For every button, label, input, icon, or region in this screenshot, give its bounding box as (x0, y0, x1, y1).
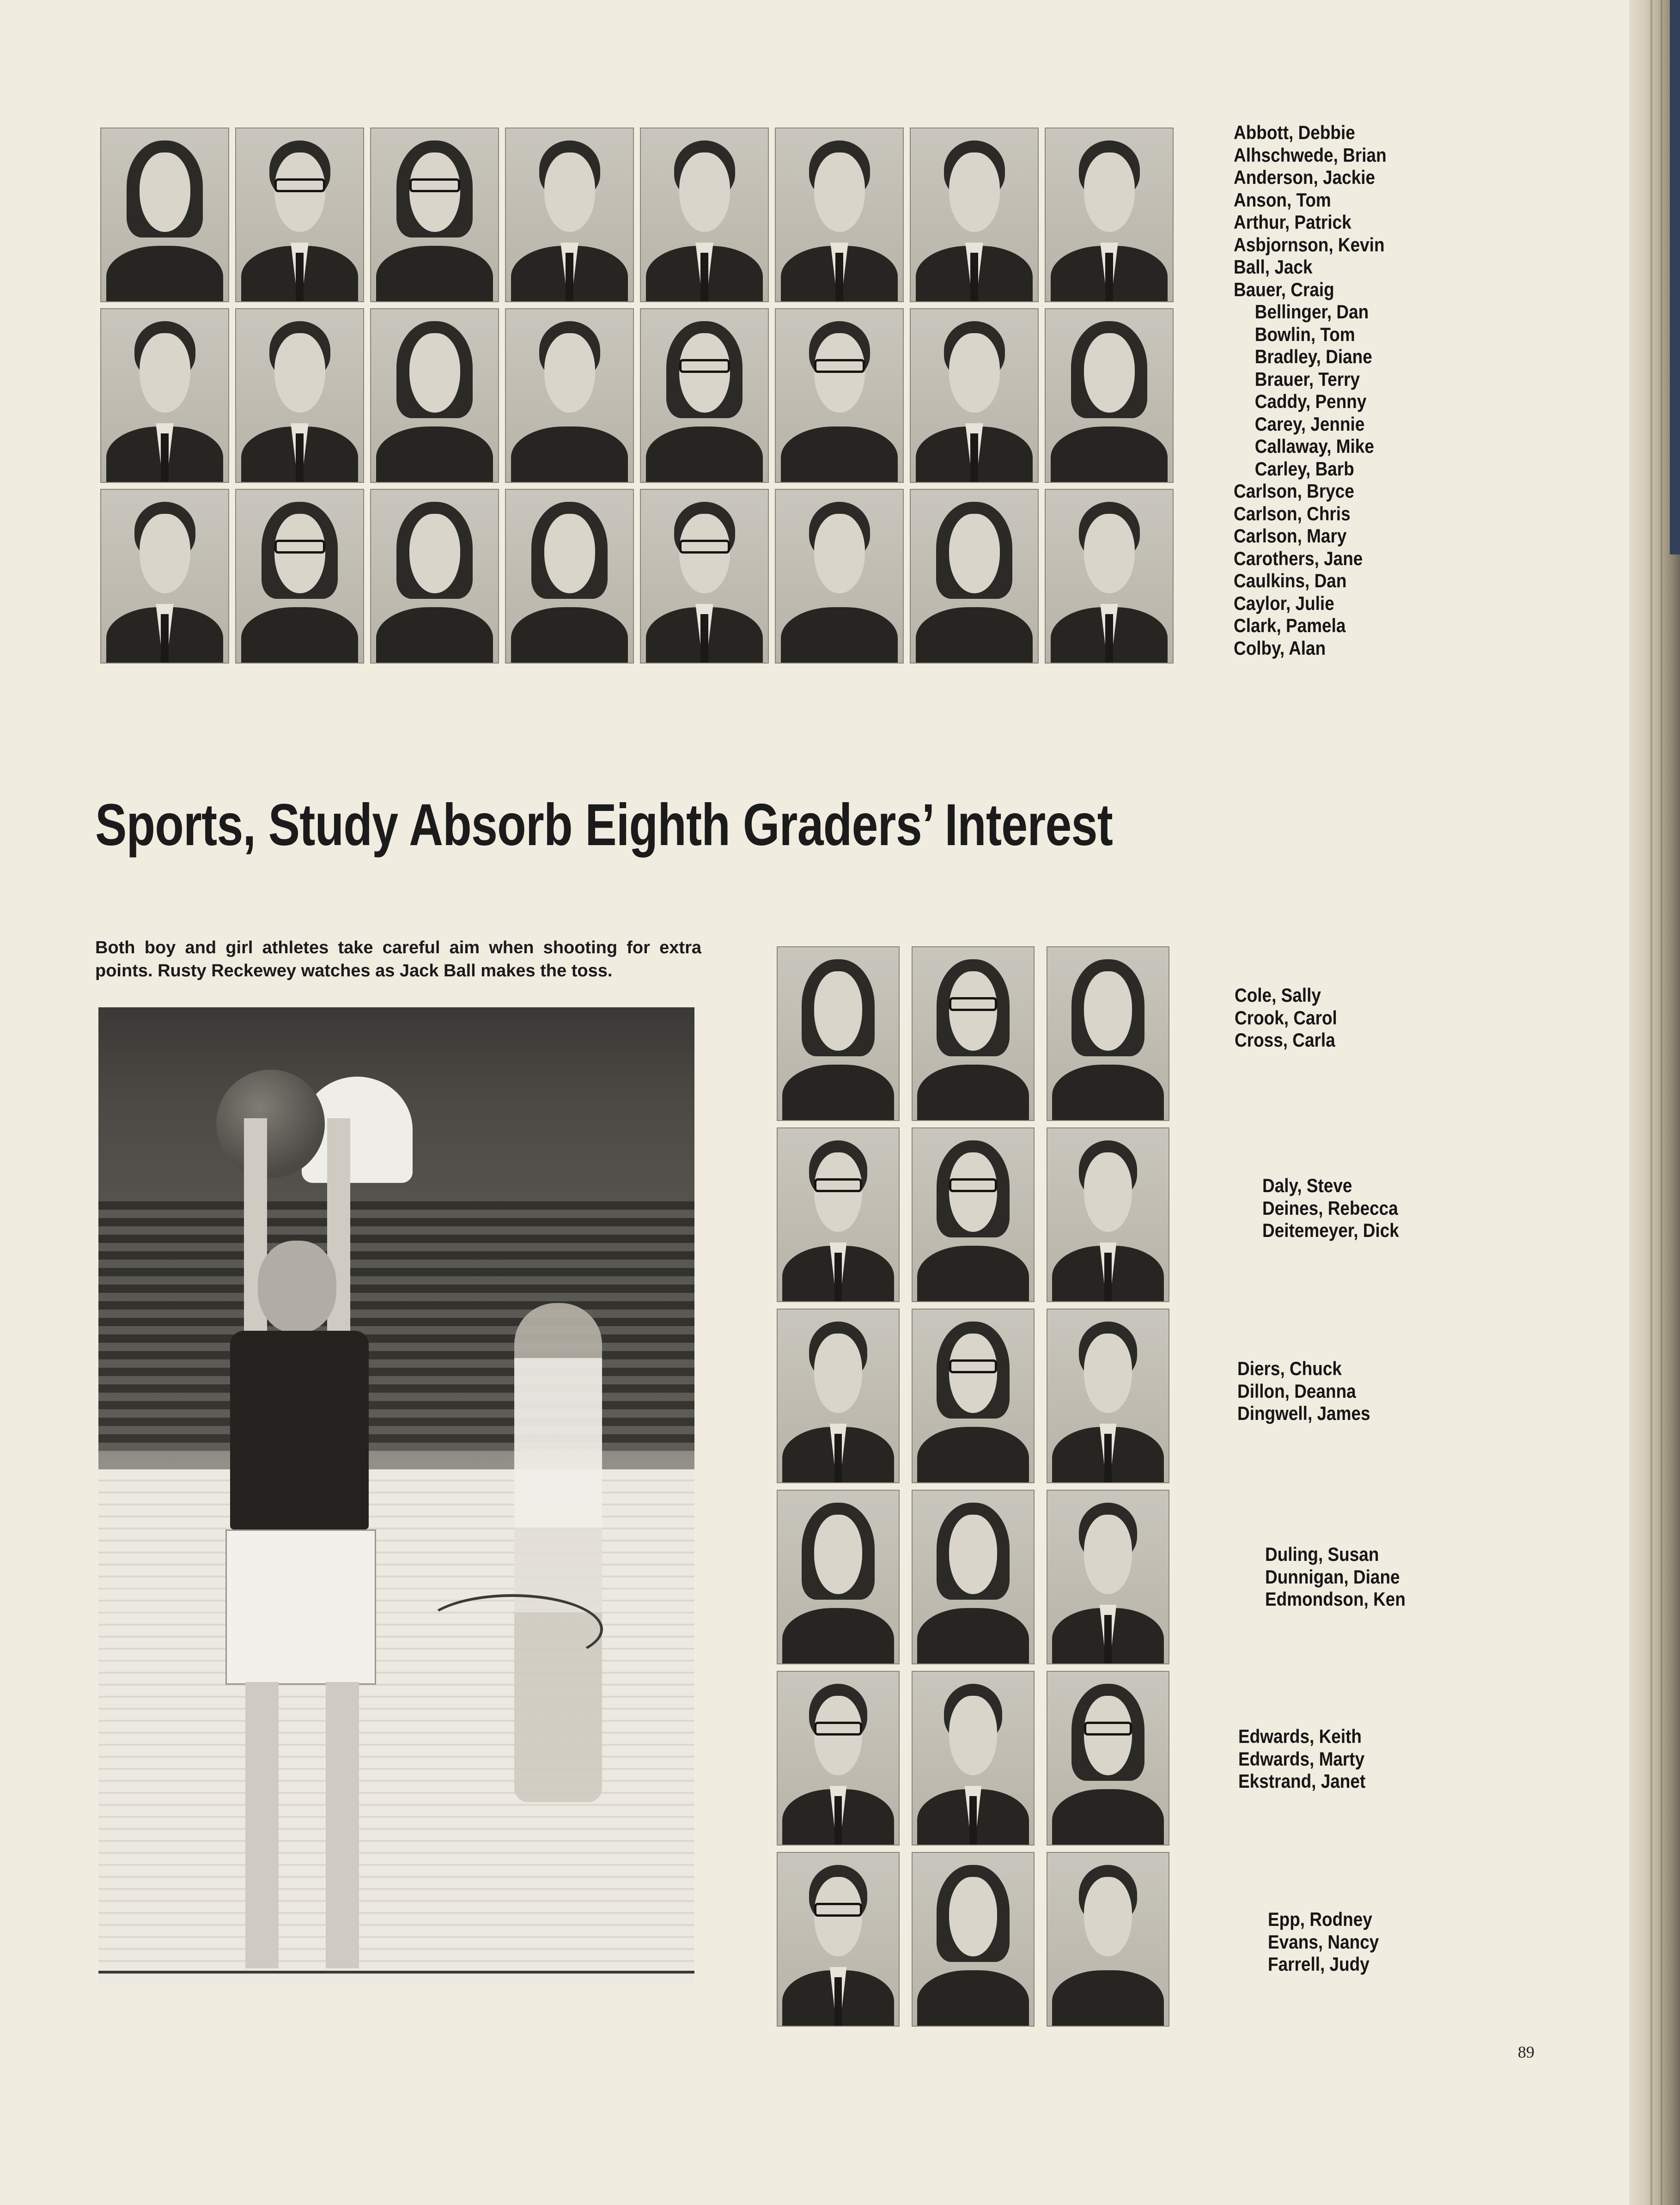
roster-name: Dillon, Deanna (1237, 1380, 1356, 1402)
roster-name: Brauer, Terry (1254, 368, 1360, 390)
portrait-body (106, 246, 223, 302)
roster-name: Deines, Rebecca (1262, 1197, 1398, 1219)
roster-name: Carlson, Mary (1234, 525, 1347, 547)
student-portrait (912, 1852, 1035, 2027)
portrait-tie (1105, 614, 1113, 663)
student-portrait (370, 489, 499, 664)
portrait-face (274, 333, 325, 413)
portrait-glasses (274, 540, 325, 554)
portrait-tie (700, 614, 708, 663)
portrait-face (274, 152, 325, 232)
portrait-glasses (679, 359, 730, 373)
student-portrait (777, 1490, 900, 1664)
roster-name: Carley, Barb (1254, 457, 1354, 480)
student-portrait (1045, 128, 1174, 302)
roster-name: Edwards, Keith (1238, 1725, 1362, 1747)
portrait-face (544, 152, 595, 232)
portrait-face (544, 514, 595, 593)
shooter-legs (237, 1682, 376, 1968)
portrait-tie (834, 1253, 842, 1301)
roster-name: Ekstrand, Janet (1238, 1770, 1366, 1792)
roster-name: Epp, Rodney (1268, 1908, 1372, 1930)
portrait-face (814, 333, 865, 413)
student-portrait (775, 128, 904, 302)
roster-name: Bowlin, Tom (1254, 323, 1355, 345)
portrait-body (917, 1246, 1029, 1302)
portrait-glasses (949, 1178, 998, 1192)
portrait-face (949, 1334, 998, 1413)
student-portrait (777, 1309, 900, 1483)
portrait-tie (834, 1434, 842, 1482)
portrait-face (544, 333, 595, 413)
student-portrait (100, 489, 229, 664)
portrait-body (781, 426, 898, 483)
student-portrait (235, 489, 364, 664)
portrait-tie (161, 433, 169, 482)
roster-group (1237, 1358, 1370, 1425)
portrait-face (1084, 1152, 1132, 1232)
portrait-face (1084, 1877, 1132, 1956)
roster-name: Evans, Nancy (1268, 1931, 1379, 1953)
student-portrait (777, 1671, 900, 1846)
portrait-tie (566, 253, 573, 301)
portrait-body (782, 1065, 894, 1121)
portrait-face (814, 152, 865, 232)
roster-name: Daly, Steve (1262, 1175, 1352, 1196)
portrait-glasses (274, 178, 325, 192)
portrait-face (814, 1515, 863, 1594)
roster-group (1265, 1543, 1406, 1611)
roster-name: Abbott, Debbie (1234, 122, 1355, 143)
portrait-body (376, 607, 493, 664)
portrait-face (949, 152, 1000, 232)
student-portrait (370, 308, 499, 483)
roster-name: Arthur, Patrick (1234, 211, 1351, 233)
portrait-face (814, 1696, 863, 1775)
portrait-face (1084, 1515, 1132, 1594)
portrait-glasses (949, 1359, 998, 1373)
roster-name: Farrell, Judy (1268, 1953, 1370, 1975)
portrait-face (409, 333, 460, 413)
portrait-face (140, 514, 190, 593)
portrait-tie (161, 614, 169, 663)
student-portrait (1047, 1309, 1169, 1483)
roster-name: Cole, Sally (1235, 984, 1321, 1006)
roster-name: Asbjornson, Kevin (1234, 233, 1385, 256)
portrait-face (679, 152, 730, 232)
portrait-face (409, 514, 460, 593)
student-portrait (640, 128, 769, 302)
student-portrait (1047, 1671, 1169, 1846)
top-roster-names (1234, 122, 1387, 659)
student-portrait (910, 308, 1039, 483)
portrait-body (241, 607, 358, 664)
portrait-body (1052, 1789, 1163, 1846)
portrait-tie (296, 253, 304, 301)
portrait-face (814, 971, 863, 1051)
portrait-face (814, 1152, 863, 1232)
roster-name: Edwards, Marty (1238, 1748, 1365, 1770)
portrait-glasses (1084, 1722, 1132, 1736)
roster-name: Duling, Susan (1265, 1543, 1379, 1565)
portrait-body (917, 1065, 1029, 1121)
basketball-action-photo (98, 1007, 694, 1983)
roster-name: Bellinger, Dan (1254, 301, 1369, 323)
portrait-body (917, 1608, 1029, 1664)
student-portrait (640, 308, 769, 483)
portrait-face (949, 1696, 998, 1775)
student-portrait (1047, 1490, 1169, 1664)
portrait-body (646, 426, 763, 483)
portrait-tie (296, 433, 304, 482)
roster-name: Carlson, Bryce (1234, 480, 1354, 502)
roster-name: Bradley, Diane (1254, 346, 1372, 367)
portrait-tie (1105, 253, 1113, 301)
student-portrait (1047, 946, 1169, 1121)
student-portrait (640, 489, 769, 664)
portrait-face (409, 152, 460, 232)
portrait-body (917, 1970, 1029, 2027)
portrait-face (814, 1877, 863, 1956)
roster-name: Anson, Tom (1234, 189, 1331, 211)
student-portrait (100, 128, 229, 302)
roster-name: Carey, Jennie (1254, 413, 1365, 435)
student-portrait (505, 308, 634, 483)
portrait-tie (970, 253, 978, 301)
student-portrait (912, 946, 1035, 1121)
roster-name: Caulkins, Dan (1234, 570, 1347, 591)
portrait-tie (970, 433, 978, 482)
portrait-glasses (814, 1178, 863, 1192)
portrait-body (1051, 426, 1168, 483)
roster-name: Carlson, Chris (1234, 502, 1351, 524)
portrait-face (1084, 1696, 1132, 1775)
student-portrait (910, 128, 1039, 302)
portrait-face (949, 1515, 998, 1594)
portrait-glasses (679, 540, 730, 554)
student-portrait (777, 946, 900, 1121)
student-portrait (1047, 1852, 1169, 2027)
roster-name: Alhschwede, Brian (1234, 144, 1387, 166)
shooter-shorts (225, 1529, 376, 1685)
portrait-face (949, 971, 998, 1051)
portrait-body (1052, 1065, 1163, 1121)
student-portrait (775, 308, 904, 483)
student-portrait (370, 128, 499, 302)
court-arc (422, 1594, 603, 1664)
student-portrait (1045, 489, 1174, 664)
roster-name: Edmondson, Ken (1265, 1588, 1406, 1610)
roster-name: Callaway, Mike (1254, 435, 1374, 457)
portrait-body (781, 607, 898, 664)
bleachers (98, 1201, 694, 1451)
portrait-face (814, 514, 865, 593)
roster-group (1262, 1175, 1399, 1242)
portrait-body (376, 426, 493, 483)
shooter-head (258, 1241, 336, 1333)
roster-name: Crook, Carol (1235, 1006, 1337, 1029)
student-portrait (1047, 1127, 1169, 1302)
student-portrait (100, 308, 229, 483)
portrait-tie (834, 1977, 842, 2026)
portrait-tie (700, 253, 708, 301)
portrait-face (814, 1334, 863, 1413)
page-headline: Sports, Study Absorb Eighth Graders’ Interest (95, 792, 1113, 858)
portrait-tie (969, 1796, 977, 1845)
roster-name: Cross, Carla (1235, 1029, 1335, 1051)
portrait-tie (1104, 1434, 1112, 1482)
portrait-glasses (814, 1722, 863, 1736)
portrait-face (1084, 514, 1135, 593)
student-portrait (912, 1127, 1035, 1302)
roster-name: Ball, Jack (1234, 256, 1313, 278)
portrait-face (949, 1152, 998, 1232)
roster-name: Deitemeyer, Dick (1262, 1219, 1399, 1241)
portrait-body (376, 246, 493, 302)
portrait-tie (1104, 1615, 1112, 1663)
student-portrait (505, 128, 634, 302)
portrait-face (949, 333, 1000, 413)
spine-edge-line (1661, 0, 1662, 2205)
student-portrait (775, 489, 904, 664)
portrait-glasses (814, 1903, 863, 1917)
portrait-face (1084, 152, 1135, 232)
student-portrait (235, 308, 364, 483)
watching-player (514, 1303, 602, 1802)
spine-cover-edge (1670, 0, 1680, 554)
roster-name: Colby, Alan (1234, 637, 1326, 659)
portrait-face (1084, 971, 1132, 1051)
roster-name: Diers, Chuck (1237, 1358, 1342, 1379)
gym-floor (98, 1469, 694, 1983)
portrait-tie (1104, 1253, 1112, 1301)
portrait-face (679, 333, 730, 413)
page-number: 89 (1518, 2043, 1534, 2061)
portrait-face (140, 333, 190, 413)
portrait-body (917, 1427, 1029, 1483)
portrait-glasses (814, 359, 865, 373)
portrait-tie (835, 253, 843, 301)
roster-name: Bauer, Craig (1234, 278, 1334, 300)
portrait-body (782, 1608, 894, 1664)
portrait-body (511, 607, 628, 664)
student-portrait (777, 1127, 900, 1302)
portrait-face (274, 514, 325, 593)
portrait-body (1052, 1970, 1163, 2027)
portrait-body (916, 607, 1033, 664)
roster-name: Dingwell, James (1237, 1402, 1370, 1424)
student-portrait (912, 1309, 1035, 1483)
student-portrait (912, 1490, 1035, 1664)
portrait-glasses (409, 178, 460, 192)
roster-name: Caylor, Julie (1234, 592, 1334, 614)
roster-name: Caddy, Penny (1254, 390, 1367, 412)
portrait-face (1084, 1334, 1132, 1413)
spine-edge-line (1650, 0, 1652, 2205)
portrait-face (1084, 333, 1135, 413)
roster-group (1235, 984, 1337, 1052)
portrait-tie (834, 1796, 842, 1845)
portrait-glasses (949, 997, 998, 1011)
student-portrait (777, 1852, 900, 2027)
portrait-face (140, 152, 190, 232)
portrait-face (679, 514, 730, 593)
student-portrait (1045, 308, 1174, 483)
student-portrait (912, 1671, 1035, 1846)
shooter-shirt (230, 1331, 369, 1529)
court-line (98, 1971, 694, 1974)
photo-caption: Both boy and girl athletes take careful aim when shooting for extra points. Rusty Reckewey watches as Jack Ball makes the toss. (95, 938, 701, 981)
student-portrait (910, 489, 1039, 664)
portrait-face (949, 1877, 998, 1956)
roster-name: Clark, Pamela (1234, 615, 1346, 636)
portrait-face (949, 514, 1000, 593)
roster-name: Anderson, Jackie (1234, 166, 1376, 188)
roster-name: Carothers, Jane (1234, 547, 1363, 569)
roster-name: Dunnigan, Diane (1265, 1565, 1400, 1588)
roster-group (1238, 1725, 1365, 1793)
student-portrait (235, 128, 364, 302)
roster-group (1268, 1908, 1379, 1976)
portrait-body (511, 426, 628, 483)
student-portrait (505, 489, 634, 664)
